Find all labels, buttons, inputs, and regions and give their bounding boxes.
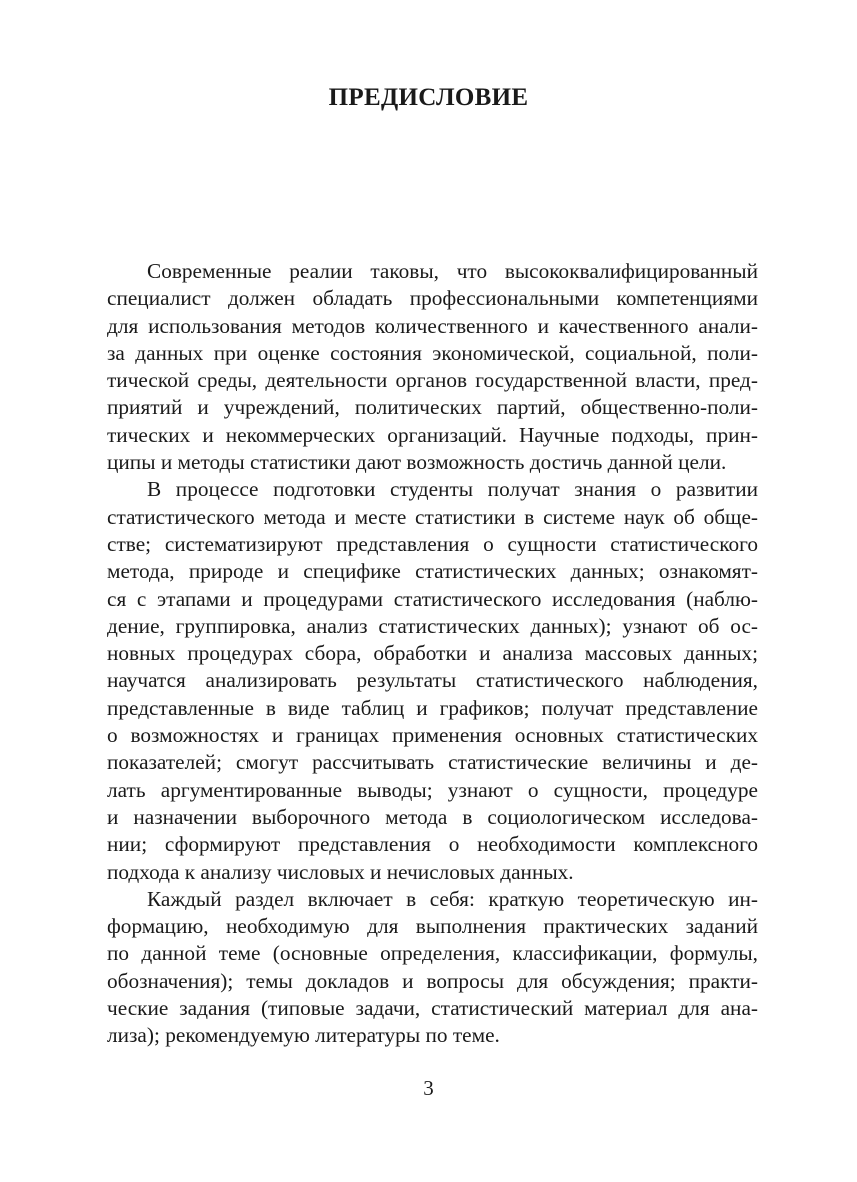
text-line: специалист должен обладать профессиональными компетенциями	[107, 286, 758, 311]
text-line: приятий и учреждений, политических партий, общественно-поли-	[107, 395, 758, 420]
paragraph-2	[107, 476, 758, 885]
text-line: Современные реалии таковы, что высококвалифицированный	[147, 259, 758, 283]
paragraph-1	[107, 258, 758, 476]
text-line: и назначении выборочного метода в социологическом исследова-	[107, 804, 758, 829]
text-line: лиза); рекомендуемую литературы по теме.	[107, 1023, 500, 1048]
text-line: лать аргументированные выводы; узнают о сущности, процедуре	[107, 777, 758, 802]
text-line: обозначения); темы докладов и вопросы для обсуждения; практи-	[107, 968, 758, 993]
text-line: ческие задания (типовые задачи, статистический материал для ана-	[107, 996, 758, 1021]
text-line: представленные в виде таблиц и графиков; получат представление	[107, 695, 758, 720]
text-line: стве; систематизируют представления о сущности статистического	[107, 531, 758, 556]
text-line: по данной теме (основные определения, классификации, формулы,	[107, 941, 758, 966]
text-line: метода, природе и специфике статистических данных; ознакомят-	[107, 559, 758, 584]
text-line: показателей; смогут рассчитывать статистические величины и де-	[107, 750, 758, 775]
body-text	[107, 258, 758, 1050]
text-line: В процессе подготовки студенты получат знания о развитии	[147, 477, 758, 502]
page-number: 3	[423, 1076, 434, 1100]
text-line: за данных при оценке состояния экономической, социальной, поли-	[107, 340, 758, 365]
text-line: ципы и методы статистики дают возможность достичь данной цели.	[107, 450, 727, 475]
page-title: ПРЕДИСЛОВИЕ	[328, 84, 529, 111]
paragraph-3	[107, 886, 758, 1050]
text-line: статистического метода и месте статистики в системе наук об обще-	[107, 504, 758, 529]
text-line: научатся анализировать результаты статистического наблюдения,	[107, 668, 758, 693]
text-line: формацию, необходимую для выполнения практических заданий	[107, 914, 758, 939]
text-line: тической среды, деятельности органов государственной власти, пред-	[107, 368, 758, 393]
text-line: Каждый раздел включает в себя: краткую теоретическую ин-	[147, 886, 758, 911]
text-line: подхода к анализу числовых и нечисловых данных.	[107, 859, 574, 884]
text-line: ся с этапами и процедурами статистического исследования (наблю-	[107, 586, 758, 611]
text-line: для использования методов количественного и качественного анали-	[107, 313, 758, 338]
text-line: о возможностях и границах применения основных статистических	[107, 723, 758, 748]
text-line: новных процедурах сбора, обработки и анализа массовых данных;	[107, 641, 758, 666]
text-line: нии; сформируют представления о необходимости комплексного	[107, 832, 758, 857]
text-line: дение, группировка, анализ статистических данных); узнают об ос-	[107, 613, 758, 638]
text-line: тических и некоммерческих организаций. Научные подходы, прин-	[107, 422, 758, 447]
